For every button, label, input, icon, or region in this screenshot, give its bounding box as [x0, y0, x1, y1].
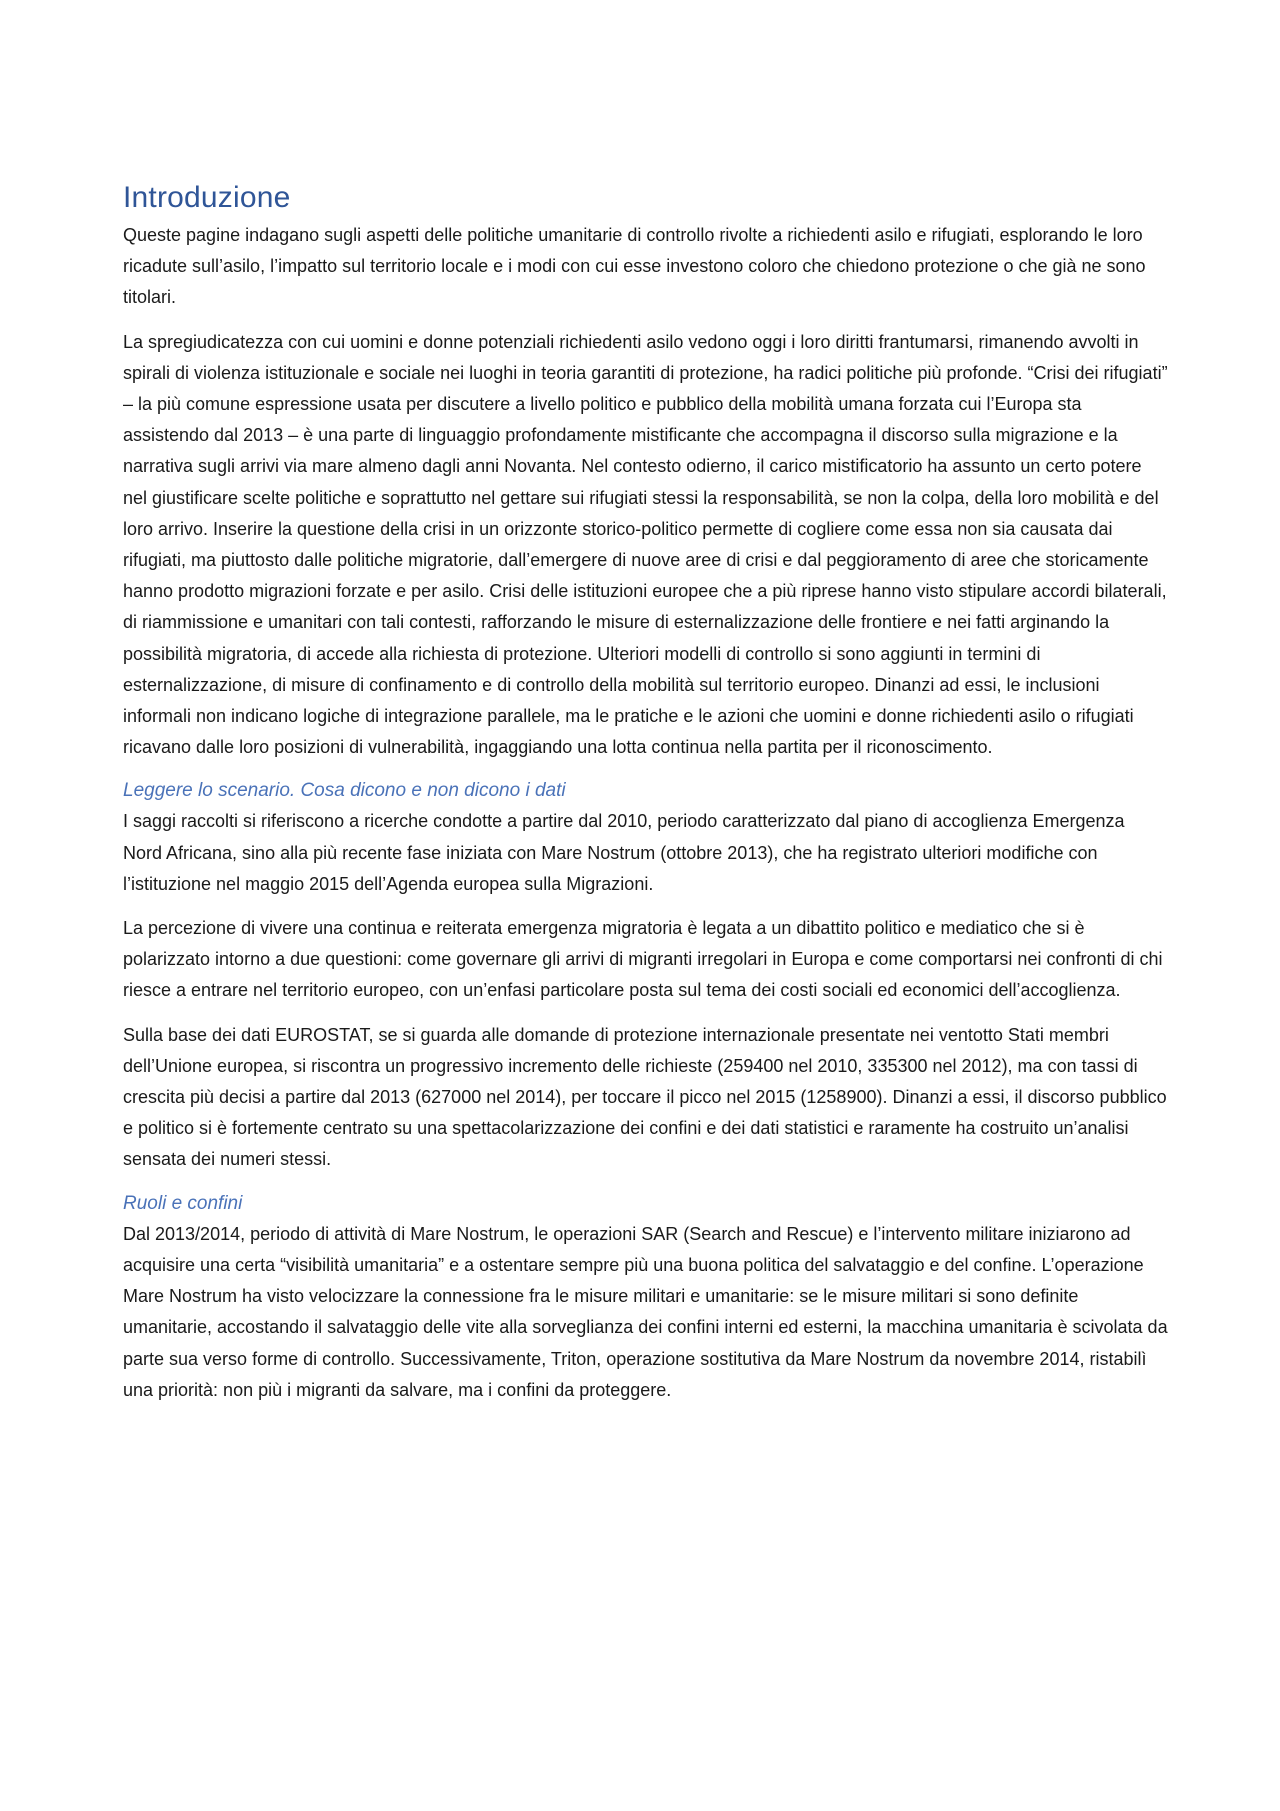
paragraph-scenario-3: Sulla base dei dati EUROSTAT, se si guarda alle domande di protezione internazionale presentate nei ventotto Stati membri dell’Unione europea, si riscontra un progressivo incremento delle richieste (259400 nel 2010, 335300 nel 2012), ma con tassi di crescita più decisi a partire dal 2013 (627000 nel 2014), per toccare il picco nel 2015 (1258900). Dinanzi a essi, il discorso pubblico e politico si è fortemente centrato su una spettacolarizzazione dei confini e dei dati statistici e raramente ha costruito un’analisi sensata dei numeri stessi. — [123, 1024, 1167, 1170]
paragraph-intro-1: Queste pagine indagano sugli aspetti delle politiche umanitarie di controllo rivolte a richiedenti asilo e rifugiati, esplorando le loro ricadute sull’asilo, l’impatto sul territorio locale e i modi con cui esse investono coloro che chiedono protezione o che già ne sono titolari. — [123, 225, 1146, 308]
paragraph-scenario-1: I saggi raccolti si riferiscono a ricerche condotte a partire dal 2010, periodo caratterizzato dal piano di accoglienza Emergenza Nord Africana, sino alla più recente fase iniziata con Mare Nostrum (ottobre 2013), che ha registrato ulteriori modifiche con l’istituzione nel maggio 2015 dell’Agenda europea sulla Migrazioni. — [123, 811, 1125, 894]
paragraph-ruoli-1: Dal 2013/2014, periodo di attività di Mare Nostrum, le operazioni SAR (Search and Rescue) e l’intervento militare iniziarono ad acquisire una certa “visibilità umanitaria” e a ostentare sempre più una buona politica del salvataggio e del confine. L’operazione Mare Nostrum ha visto velocizzare la connessione fra le misure militari e umanitarie: se le misure militari si sono definite umanitarie, accostando il salvataggio delle vite alla sorveglianza dei confini interni ed esterni, la macchina umanitaria è scivolata da parte sua verso forme di controllo. Successivamente, Triton, operazione sostitutiva da Mare Nostrum da novembre 2014, ristabilì una priorità: non più i migranti da salvare, ma i confini da proteggere. — [123, 1223, 1168, 1400]
heading-leggere-lo-scenario: Leggere lo scenario. Cosa dicono e non dicono i dati — [123, 780, 566, 802]
paragraph-intro-2: La spregiudicatezza con cui uomini e donne potenziali richiedenti asilo vedono oggi i loro diritti frantumarsi, rimanendo avvolti in spirali di violenza istituzionale e sociale nei luoghi in teoria garantiti di protezione, ha radici politiche più profonde. “Crisi dei rifugiati” – la più comune espressione usata per discutere a livello politico e pubblico della mobilità umana forzata cui l’Europa sta assistendo dal 2013 – è una parte di linguaggio profondamente mistificante che accompagna il discorso sulla migrazione e la narrativa sugli arrivi via mare almeno dagli anni Novanta. Nel contesto odierno, il carico mistificatorio ha assunto un certo potere nel giustificare scelte politiche e soprattutto nel gettare sui rifugiati stessi la responsabilità, se non la colpa, della loro mobilità e del loro arrivo. Inserire la questione della crisi in un orizzonte storico-politico permette di cogliere come essa non sia causata dai rifugiati, ma piuttosto dalle politiche migratorie, dall’emergere di nuove aree di crisi e dal peggioramento di aree che storicamente hanno prodotto migrazioni forzate e per asilo. Crisi delle istituzioni europee che a più riprese hanno visto stipulare accordi bilaterali, di riammissione e umanitari con tali contesti, rafforzando le misure di esternalizzazione delle frontiere e nei fatti arginando la possibilità migratoria, di accede alla richiesta di protezione. Ulteriori modelli di controllo si sono aggiunti in termini di esternalizzazione, di misure di confinamento e di controllo della mobilità sul territorio europeo. Dinanzi ad essi, le inclusioni informali non indicano logiche di integrazione parallele, ma le pratiche e le azioni che uomini e donne richiedenti asilo o rifugiati ricavano dalle loro posizioni di vulnerabilità, ingaggiando una lotta continua nella partita per il riconoscimento. — [123, 331, 1168, 758]
paragraph-scenario-2: La percezione di vivere una continua e reiterata emergenza migratoria è legata a un dibattito politico e mediatico che si è polarizzato intorno a due questioni: come governare gli arrivi di migranti irregolari in Europa e come comportarsi nei confronti di chi riesce a entrare nel territorio europeo, con un’enfasi particolare posta sul tema dei costi sociali ed economici dell’accoglienza. — [123, 918, 1163, 1001]
document-page — [123, 178, 1168, 1419]
heading-ruoli-e-confini: Ruoli e confini — [123, 1192, 243, 1214]
heading-introduzione: Introduzione — [123, 181, 291, 214]
